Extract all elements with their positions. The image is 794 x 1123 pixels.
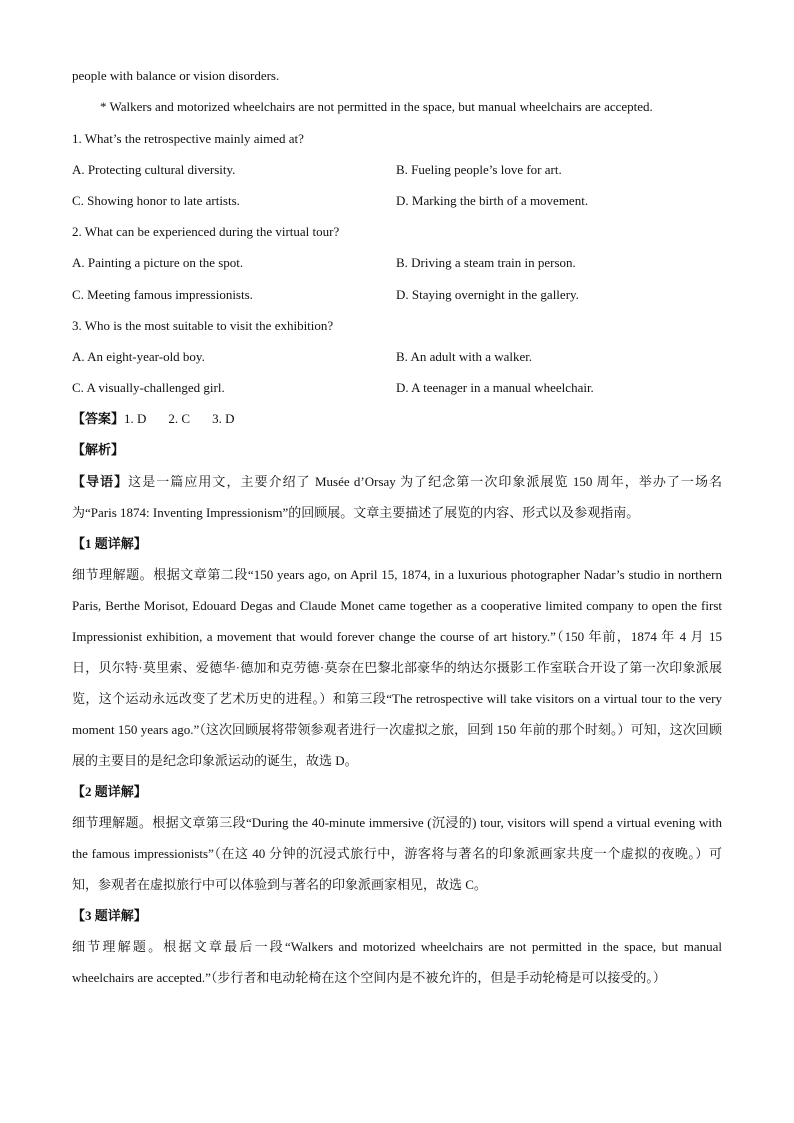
- question-3-stem: 3. Who is the most suitable to visit the exhibition?: [72, 318, 334, 333]
- question-2-stem: 2. What can be experienced during the virtual tour?: [72, 224, 340, 239]
- question-1-option-a: A. Protecting cultural diversity.: [72, 162, 236, 177]
- intro-text: 这是一篇应用文，主要介绍了 Musée d’Orsay 为了纪念第一次印象派展览 150 周年，举办了一场名为“Paris 1874: Inventing Impressionism”的回顾展。文章主要描述了展览的内容、形式以及参观指南。: [72, 474, 722, 520]
- q3-detail-label: 【3 题详解】: [72, 908, 147, 923]
- analysis-body: [72, 466, 722, 993]
- passage-note: * Walkers and motorized wheelchairs are not permitted in the space, but manual wheelchairs are accepted.: [100, 99, 653, 114]
- question-3-option-a: A. An eight-year-old boy.: [72, 349, 205, 364]
- q2-detail-text: 细节理解题。根据文章第三段“During the 40-minute immersive (沉浸的) tour, visitors will spend a virtual evening with the famous impressionists”（在这 40 分钟的沉浸式旅行中，游客将与著名的印象派画家共度一个虚拟的夜晚。）可知，参观者在虚拟旅行中可以体验到与著名的印象派画家相见，故选 C。: [72, 815, 722, 892]
- answer-1: 1. D: [124, 411, 147, 426]
- intro-label: 【导语】: [72, 474, 129, 489]
- answer-line: [72, 410, 234, 428]
- question-3-option-c: C. A visually-challenged girl.: [72, 380, 225, 395]
- question-2-option-d: D. Staying overnight in the gallery.: [396, 287, 579, 302]
- intro-paragraph: [72, 466, 722, 528]
- question-1-option-b: B. Fueling people’s love for art.: [396, 162, 562, 177]
- analysis-label: 【解析】: [72, 442, 125, 457]
- answer-label: 【答案】: [72, 411, 125, 426]
- answer-2: 2. C: [168, 411, 191, 426]
- question-2-option-a: A. Painting a picture on the spot.: [72, 255, 244, 270]
- q3-detail-text: 细节理解题。根据文章最后一段“Walkers and motorized wheelchairs are not permitted in the space, but manual wheelchairs are accepted.”（步行者和电动轮椅在这个空间内是不被允许的，但是手动轮椅是可以接受的。）: [72, 939, 722, 985]
- q1-detail-text: 细节理解题。根据文章第二段“150 years ago, on April 15, 1874, in a luxurious photographer Nadar’s studio in northern Paris, Berthe Morisot, Edouard Degas and Claude Monet came together as a cooperative limited company to open the first Impressionist exhibition, a movement that would forever change the course of art history.”（150 年前，1874 年 4 月 15 日，贝尔特·莫里索、爱德华·德加和克劳德·莫奈在巴黎北部豪华的纳达尔摄影工作室联合开设了第一次印象派展览，这个运动永远改变了艺术历史的进程。）和第三段“The retrospective will take visitors on a virtual tour to the very moment 150 years ago.”（这次回顾展将带领参观者进行一次虚拟之旅，回到 150 年前的那个时刻。）可知，这次回顾展的主要目的是纪念印象派运动的诞生，故选 D。: [72, 567, 722, 768]
- question-1-stem: 1. What’s the retrospective mainly aimed at?: [72, 131, 304, 146]
- question-3-option-d: D. A teenager in a manual wheelchair.: [396, 380, 594, 395]
- question-1-option-d: D. Marking the birth of a movement.: [396, 193, 589, 208]
- passage-line: people with balance or vision disorders.: [72, 68, 280, 83]
- question-2-option-c: C. Meeting famous impressionists.: [72, 287, 253, 302]
- q1-detail-label: 【1 题详解】: [72, 536, 147, 551]
- question-3-option-b: B. An adult with a walker.: [396, 349, 533, 364]
- question-1-option-c: C. Showing honor to late artists.: [72, 193, 240, 208]
- question-2-option-b: B. Driving a steam train in person.: [396, 255, 576, 270]
- answer-3: 3. D: [212, 411, 235, 426]
- q2-detail-label: 【2 题详解】: [72, 784, 147, 799]
